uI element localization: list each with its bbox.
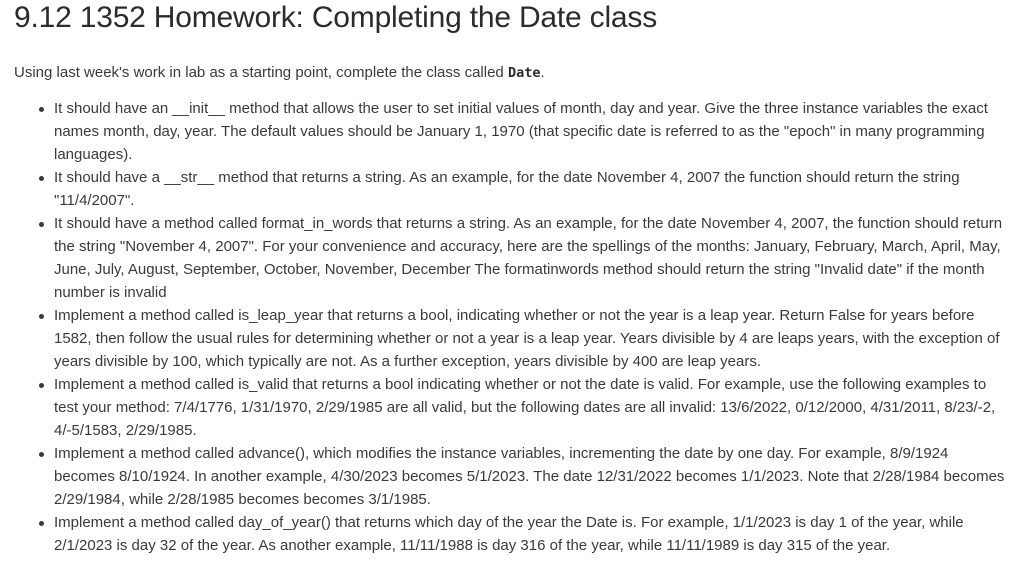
requirement-advance: Implement a method called advance(), which modifies the instance variables, incrementing the date by one day. For example, 8/9/1924 becomes 8/10/1924. In another example, 4/30/2023 becomes 5/1/2023. The date 12/31/2022 becomes 1/1/2023. Note that 2/28/1984 becomes 2/29/1984, while 2/28/1985 becomes becomes 3/1/1985. [54, 442, 1010, 511]
class-name-code: Date [507, 65, 541, 81]
requirement-init: It should have an __init__ method that allows the user to set initial values of month, day and year. Give the three instance variables the exact names month, day, year. The default values should be January 1, 1970 (that specific date is referred to as the "epoch" in many programming languages). [54, 97, 1010, 166]
page-title: 9.12 1352 Homework: Completing the Date class [14, 1, 658, 34]
intro-paragraph [14, 63, 1010, 83]
requirement-day-of-year: Implement a method called day_of_year() that returns which day of the year the Date is. For example, 1/1/2023 is day 1 of the year, while 2/1/2023 is day 32 of the year. As another example, 11/11/1988 is day 316 of the year, while 11/11/1989 is day 315 of the year. [54, 511, 1010, 557]
requirement-format-in-words: It should have a method called format_in_words that returns a string. As an example, for the date November 4, 2007, the function should return the string "November 4, 2007". For your convenience and accuracy, here are the spellings of the months: January, February, March, April, May, June, July, August, September, October, November, December The formatinwords method should return the string "Invalid date" if the month number is invalid [54, 212, 1010, 304]
requirement-is-valid: Implement a method called is_valid that returns a bool indicating whether or not the date is valid. For example, use the following examples to test your method: 7/4/1776, 1/31/1970, 2/29/1985 are all valid, but the following dates are all invalid: 13/6/2022, 0/12/2000, 4/31/2011, 8/23/-2, 4/-5/1583, 2/29/1985. [54, 373, 1010, 442]
intro-end: . [540, 64, 545, 81]
requirements-list [14, 97, 1010, 557]
requirement-str: It should have a __str__ method that returns a string. As an example, for the date November 4, 2007 the function should return the string "11/4/2007". [54, 166, 1010, 212]
intro-text: Using last week's work in lab as a starting point, complete the class called [14, 64, 508, 81]
requirement-is-leap-year: Implement a method called is_leap_year that returns a bool, indicating whether or not the year is a leap year. Return False for years before 1582, then follow the usual rules for determining whether or not a year is a leap year. Years divisible by 4 are leaps years, with the exception of years divisible by 100, which typically are not. As a further exception, years divisible by 400 are leap years. [54, 304, 1010, 373]
